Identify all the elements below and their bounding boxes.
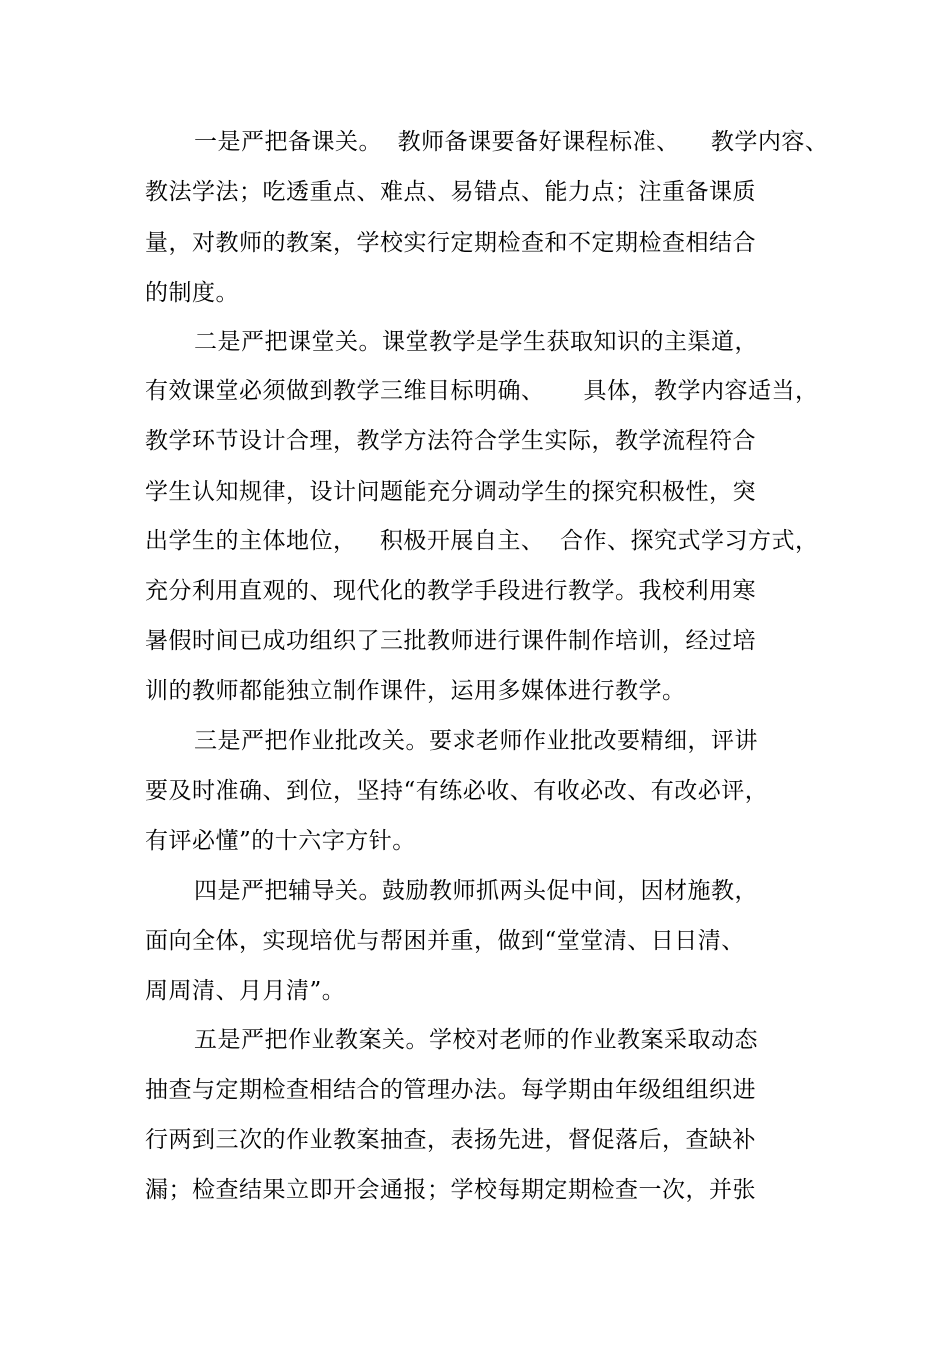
text-line: 教法学法；吃透重点、难点、易错点、能力点；注重备课质	[145, 179, 756, 205]
text-line: 三是严把作业批改关。要求老师作业批改要精细，评讲	[194, 728, 758, 754]
text-line: 要及时准确、到位，坚持“有练必收、有收必改、有改必评，	[145, 778, 769, 804]
text-line: 学生认知规律，设计问题能充分调动学生的探究积极性，突	[145, 479, 756, 505]
text-line: 充分利用直观的、现代化的教学手段进行教学。我校利用寒	[145, 578, 756, 604]
text-line: 的制度。	[145, 280, 239, 306]
text-line: 量，对教师的教案，学校实行定期检查和不定期检查相结合	[145, 230, 756, 256]
text-line: 五是严把作业教案关。学校对老师的作业教案采取动态	[194, 1027, 758, 1053]
text-line: 四是严把辅导关。鼓励教师抓两头促中间，因材施教，	[194, 878, 758, 904]
text-line: 抽查与定期检查相结合的管理办法。每学期由年级组组织进	[145, 1077, 756, 1103]
text-line: 训的教师都能独立制作课件，运用多媒体进行教学。	[145, 678, 686, 704]
text-line: 教学环节设计合理，教学方法符合学生实际，教学流程符合	[145, 428, 756, 454]
text-line: 暑假时间已成功组织了三批教师进行课件制作培训，经过培	[145, 628, 756, 654]
text-line: 面向全体，实现培优与帮困并重，做到“堂堂清、日日清、	[145, 928, 745, 954]
text-line: 周周清、月月清”。	[145, 978, 346, 1004]
text-line: 二是严把课堂关。课堂教学是学生获取知识的主渠道，	[194, 329, 758, 355]
text-line: 漏；检查结果立即开会通报；学校每期定期检查一次，并张	[145, 1177, 756, 1203]
text-line: 有评必懂”的十六字方针。	[145, 828, 416, 854]
text-line: 有效课堂必须做到教学三维目标明确、 具体，教学内容适当，	[145, 378, 819, 404]
text-line: 行两到三次的作业教案抽查，表扬先进，督促落后，查缺补	[145, 1127, 756, 1153]
text-line: 一是严把备课关。 教师备课要备好课程标准、 教学内容、	[194, 129, 829, 155]
text-line: 出学生的主体地位， 积极开展自主、 合作、探究式学习方式，	[145, 528, 819, 554]
